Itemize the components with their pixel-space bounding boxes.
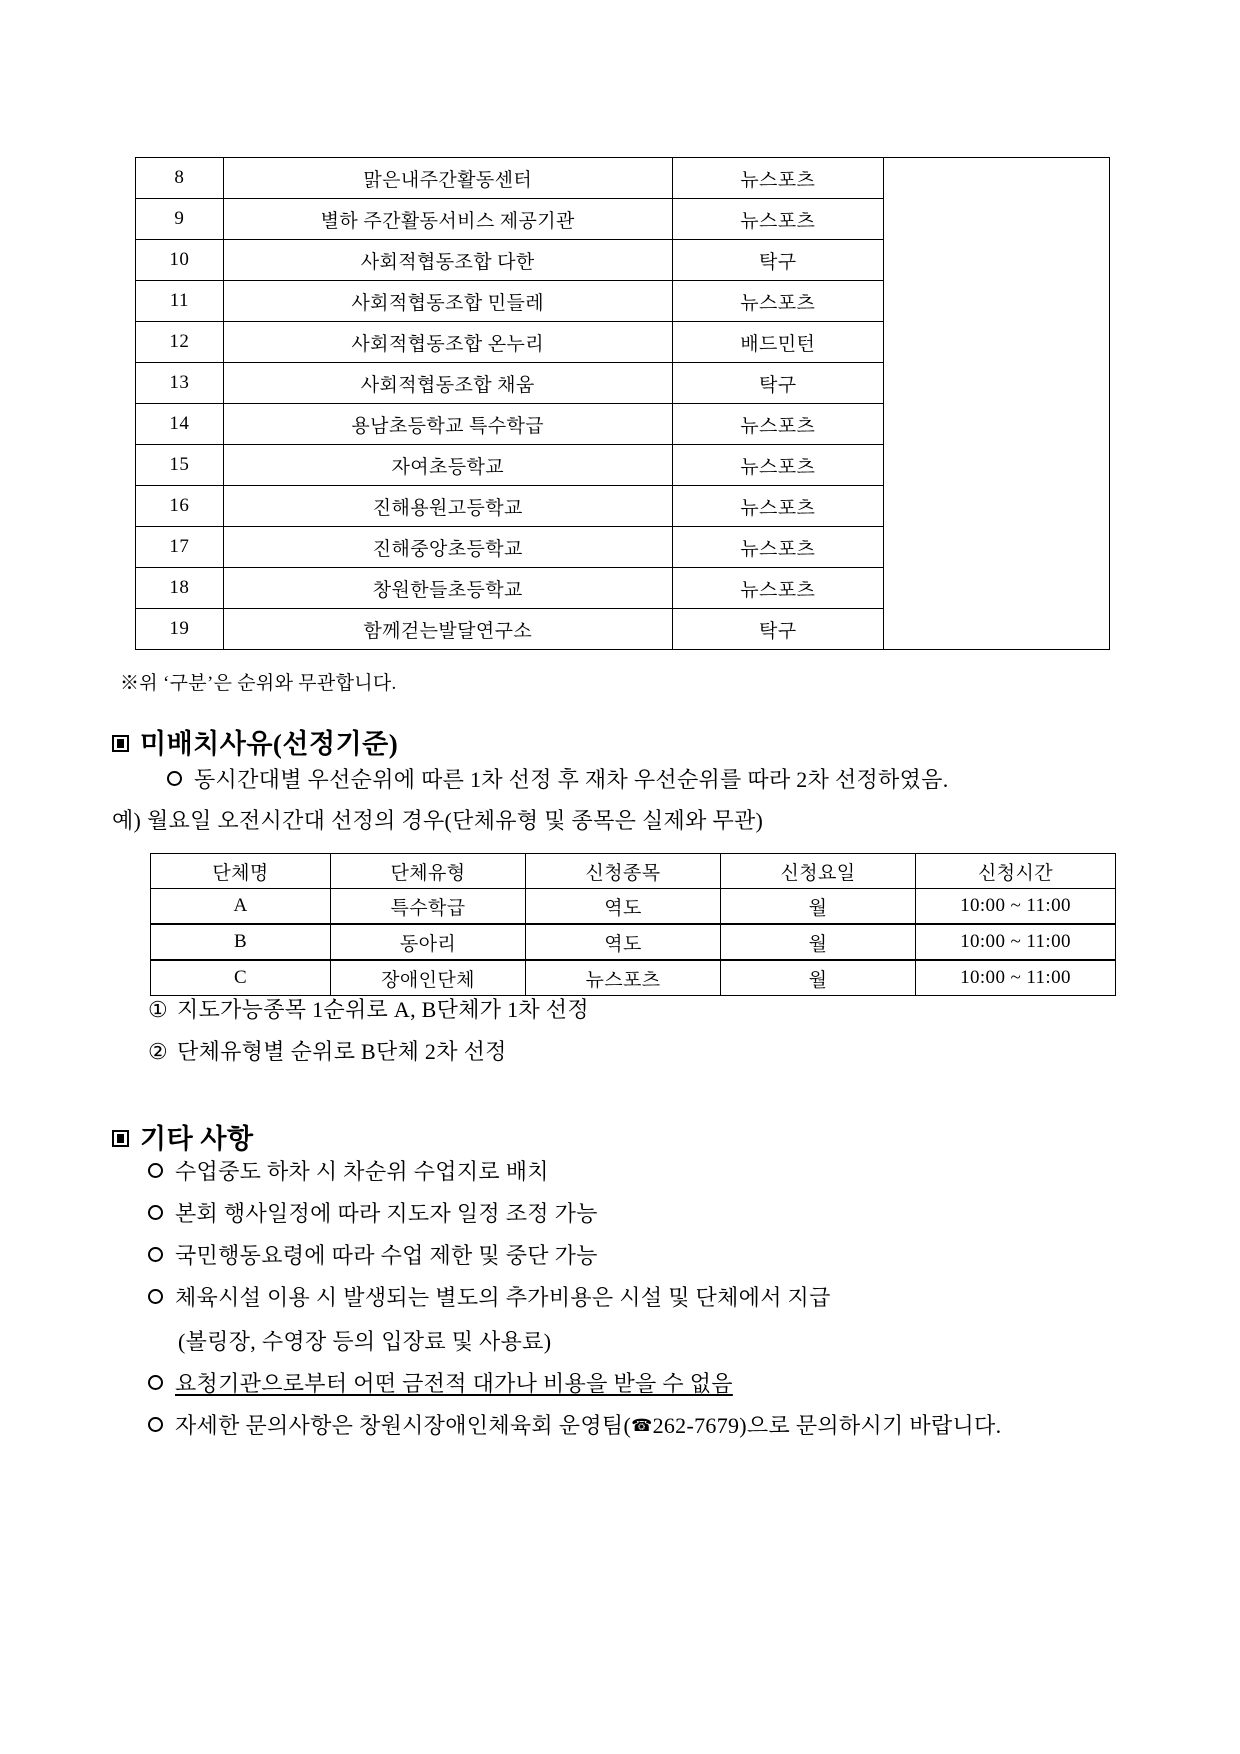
- step-1-marker: ①: [148, 997, 169, 1022]
- contact-phone-number: 262-7679: [652, 1413, 740, 1438]
- row-sport: 탁구: [672, 609, 883, 650]
- row-number: 9: [136, 199, 224, 240]
- example-table: [150, 853, 1116, 996]
- row-number: 8: [136, 158, 224, 199]
- row-org-name: 진해용원고등학교: [223, 486, 672, 527]
- row-sport: 뉴스포츠: [672, 158, 883, 199]
- filled-square-bullet-icon: [112, 735, 129, 752]
- section-heading-etc: [112, 1117, 254, 1156]
- cell-applied-day: 월: [721, 960, 916, 996]
- col-header-group-type: 단체유형: [331, 854, 526, 889]
- step-2-text: 단체유형별 순위로 B단체 2차 선정: [177, 1039, 507, 1064]
- row-number: 17: [136, 527, 224, 568]
- cell-group-name: B: [151, 924, 331, 960]
- example-step-2: [148, 1035, 507, 1066]
- section-heading-reason-label: 미배치사유(선정기준): [140, 729, 399, 759]
- cell-group-type: 동아리: [331, 924, 526, 960]
- row-number: 19: [136, 609, 224, 650]
- organization-table-note: ※위 ‘구분’은 순위와 무관합니다.: [120, 673, 397, 694]
- cell-applied-sport: 뉴스포츠: [526, 960, 721, 996]
- row-org-name: 사회적협동조합 온누리: [223, 322, 672, 363]
- row-number: 16: [136, 486, 224, 527]
- reason-bullet-text: 동시간대별 우선순위에 따른 1차 선정 후 재차 우선순위를 따라 2차 선정하였음.: [194, 767, 949, 792]
- row-sport: 탁구: [672, 363, 883, 404]
- table-row: [136, 158, 1110, 199]
- row-sport: 탁구: [672, 240, 883, 281]
- row-org-name: 사회적협동조합 채움: [223, 363, 672, 404]
- row-sport: 뉴스포츠: [672, 404, 883, 445]
- circle-bullet-icon: [148, 1375, 163, 1390]
- reason-bullet-item: [167, 763, 949, 794]
- cell-group-name: C: [151, 960, 331, 996]
- etc-item-5-text: 요청기관으로부터 어떤 금전적 대가나 비용을 받을 수 없음: [175, 1371, 733, 1396]
- filled-square-bullet-icon: [112, 1130, 129, 1147]
- row-blank-cell: [883, 158, 1109, 650]
- row-number: 13: [136, 363, 224, 404]
- row-org-name: 함께걷는발달연구소: [223, 609, 672, 650]
- contact-prefix: 자세한 문의사항은 창원시장애인체육회 운영팀(: [175, 1413, 632, 1438]
- cell-group-type: 장애인단체: [331, 960, 526, 996]
- col-header-group-name: 단체명: [151, 854, 331, 889]
- col-header-applied-sport: 신청종목: [526, 854, 721, 889]
- etc-item-2: [148, 1197, 598, 1228]
- row-sport: 뉴스포츠: [672, 527, 883, 568]
- cell-applied-sport: 역도: [526, 924, 721, 960]
- row-org-name: 창원한들초등학교: [223, 568, 672, 609]
- example-intro-line: 예) 월요일 오전시간대 선정의 경우(단체유형 및 종목은 실제와 무관): [112, 808, 764, 833]
- table-header-row: [151, 854, 1116, 889]
- etc-item-4-text: 체육시설 이용 시 발생되는 별도의 추가비용은 시설 및 단체에서 지급: [175, 1285, 831, 1310]
- cell-applied-day: 월: [721, 889, 916, 925]
- table-row: [151, 889, 1116, 925]
- row-number: 11: [136, 281, 224, 322]
- organization-table-container: [135, 157, 1110, 650]
- table-row-highlighted: [151, 924, 1116, 960]
- row-sport: 뉴스포츠: [672, 486, 883, 527]
- row-number: 15: [136, 445, 224, 486]
- circle-bullet-icon: [167, 771, 182, 786]
- section-heading-etc-label: 기타 사항: [140, 1124, 254, 1154]
- row-number: 14: [136, 404, 224, 445]
- row-org-name: 용남초등학교 특수학급: [223, 404, 672, 445]
- row-sport: 뉴스포츠: [672, 568, 883, 609]
- cell-applied-time: 10:00 ~ 11:00: [916, 889, 1116, 925]
- col-header-applied-day: 신청요일: [721, 854, 916, 889]
- cell-applied-day: 월: [721, 924, 916, 960]
- row-org-name: 별하 주간활동서비스 제공기관: [223, 199, 672, 240]
- row-number: 10: [136, 240, 224, 281]
- row-sport: 뉴스포츠: [672, 281, 883, 322]
- etc-item-2-text: 본회 행사일정에 따라 지도자 일정 조정 가능: [175, 1201, 598, 1226]
- etc-contact-line: [148, 1409, 1001, 1440]
- row-number: 18: [136, 568, 224, 609]
- col-header-applied-time: 신청시간: [916, 854, 1116, 889]
- example-table-container: [150, 853, 1090, 996]
- row-org-name: 사회적협동조합 민들레: [223, 281, 672, 322]
- circle-bullet-icon: [148, 1247, 163, 1262]
- cell-applied-time: 10:00 ~ 11:00: [916, 960, 1116, 996]
- cell-applied-time: 10:00 ~ 11:00: [916, 924, 1116, 960]
- contact-suffix: )으로 문의하시기 바랍니다.: [739, 1413, 1002, 1438]
- row-sport: 뉴스포츠: [672, 445, 883, 486]
- organization-table: [135, 157, 1110, 650]
- row-org-name: 맑은내주간활동센터: [223, 158, 672, 199]
- row-org-name: 진해중앙초등학교: [223, 527, 672, 568]
- cell-group-name: A: [151, 889, 331, 925]
- etc-item-3: [148, 1239, 598, 1270]
- section-heading-reason: [112, 722, 398, 761]
- cell-applied-sport: 역도: [526, 889, 721, 925]
- step-2-marker: ②: [148, 1039, 169, 1064]
- example-step-1: [148, 993, 589, 1024]
- row-sport: 배드민턴: [672, 322, 883, 363]
- row-org-name: 자여초등학교: [223, 445, 672, 486]
- etc-item-5: [148, 1367, 733, 1398]
- circle-bullet-icon: [148, 1205, 163, 1220]
- table-row: [151, 960, 1116, 996]
- row-number: 12: [136, 322, 224, 363]
- cell-group-type: 특수학급: [331, 889, 526, 925]
- circle-bullet-icon: [148, 1417, 163, 1432]
- etc-item-4: [148, 1281, 831, 1312]
- circle-bullet-icon: [148, 1163, 163, 1178]
- step-1-text: 지도가능종목 1순위로 A, B단체가 1차 선정: [177, 997, 589, 1022]
- etc-item-1-text: 수업중도 하차 시 차순위 수업지로 배치: [175, 1159, 549, 1184]
- telephone-icon: ☎: [631, 1416, 653, 1435]
- etc-item-3-text: 국민행동요령에 따라 수업 제한 및 중단 가능: [175, 1243, 598, 1268]
- row-org-name: 사회적협동조합 다한: [223, 240, 672, 281]
- row-sport: 뉴스포츠: [672, 199, 883, 240]
- etc-item-4-subtext: (볼링장, 수영장 등의 입장료 및 사용료): [178, 1329, 552, 1354]
- circle-bullet-icon: [148, 1289, 163, 1304]
- etc-item-1: [148, 1155, 549, 1186]
